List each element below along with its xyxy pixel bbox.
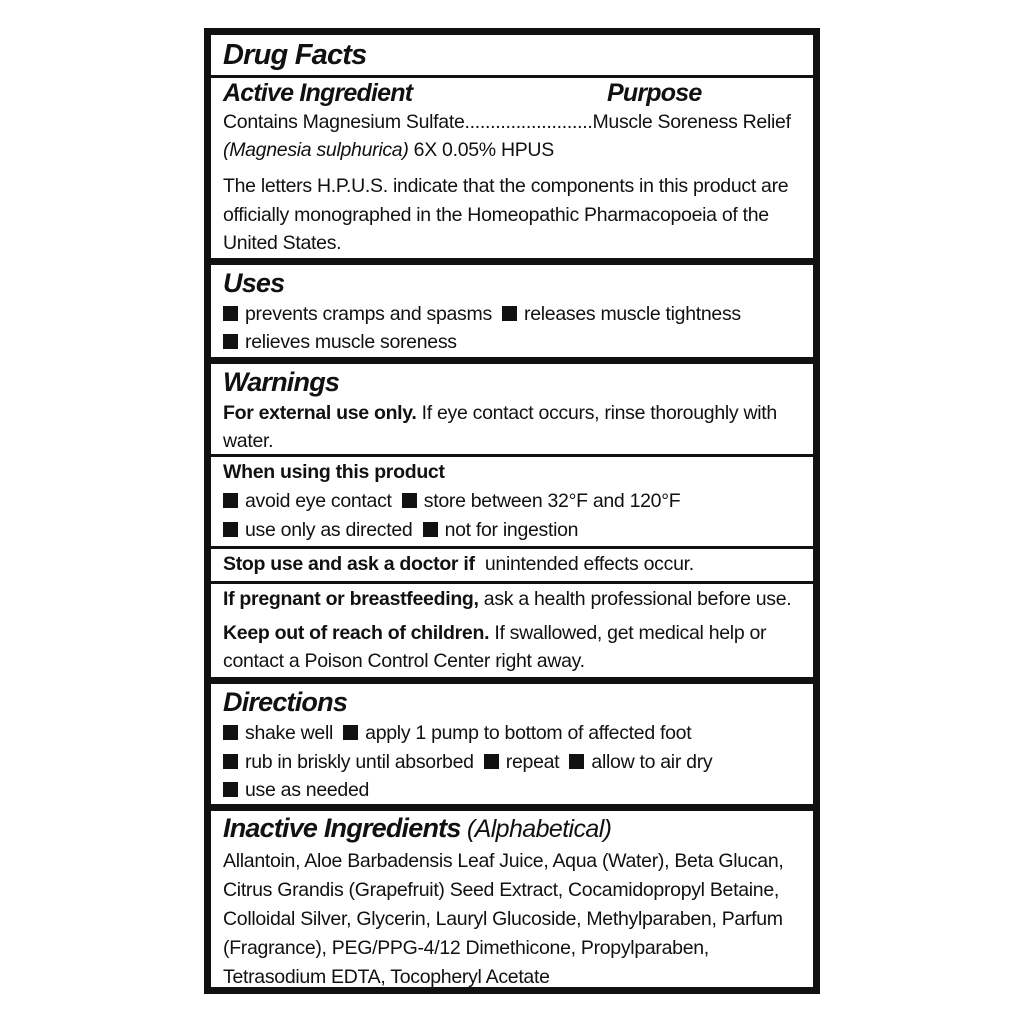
black-square-icon [423, 522, 438, 537]
children-text: If swallowed, get medical help or [489, 622, 767, 644]
children-line-2: contact a Poison Control Center right away. [223, 650, 585, 672]
black-square-icon [502, 306, 517, 321]
hpus-line-1: The letters H.P.U.S. indicate that the components in this product are [223, 175, 789, 197]
when-using-line-2 [223, 517, 807, 543]
when-using-heading: When using this product [223, 461, 445, 483]
uses-item: releases muscle tightness [524, 303, 741, 325]
uses-line-1 [223, 301, 807, 327]
ingredient-name: Contains Magnesium Sulfate [223, 111, 465, 133]
active-ingredient-heading: Active Ingredient [223, 79, 413, 107]
warnings-heading: Warnings [223, 367, 340, 397]
black-square-icon [223, 725, 238, 740]
pregnant-text: ask a health professional before use. [478, 588, 792, 610]
black-square-icon [223, 522, 238, 537]
inactive-line-5: Tetrasodium EDTA, Tocopheryl Acetate [223, 966, 550, 988]
uses-line-2 [223, 329, 807, 355]
drug-facts-panel [204, 28, 820, 994]
black-square-icon [343, 725, 358, 740]
black-square-icon [223, 782, 238, 797]
black-square-icon [223, 754, 238, 769]
inactive-ingredients-section [211, 804, 813, 987]
latin-name: (Magnesia sulphurica) [223, 139, 409, 161]
black-square-icon [223, 493, 238, 508]
directions-line-3 [223, 777, 807, 803]
ingredient-purpose: Muscle Soreness Relief [592, 111, 791, 133]
title-section [211, 35, 813, 75]
inactive-line-1: Allantoin, Aloe Barbadensis Leaf Juice, Aqua (Water), Beta Glucan, [223, 850, 784, 872]
hpus-line-3: United States. [223, 232, 342, 254]
inactive-line-2: Citrus Grandis (Grapefruit) Seed Extract, Cocamidopropyl Betaine, [223, 879, 779, 901]
inactive-line-4: (Fragrance), PEG/PPG-4/12 Dimethicone, Propylparaben, [223, 937, 709, 959]
black-square-icon [223, 334, 238, 349]
directions-line-1 [223, 720, 807, 746]
directions-section [211, 677, 813, 804]
directions-line-2 [223, 749, 807, 775]
when-using-item: avoid eye contact [245, 490, 392, 512]
children-line [223, 620, 807, 646]
inactive-heading: Inactive Ingredients [223, 813, 461, 843]
when-using-item: store between 32°F and 120°F [423, 490, 681, 512]
purpose-heading: Purpose [607, 79, 702, 107]
pregnant-bold: If pregnant or breastfeeding, [223, 588, 479, 610]
pregnant-line [223, 586, 807, 612]
hpus-line-2: officially monographed in the Homeopathic Pharmacopoeia of the [223, 204, 769, 226]
active-ingredient-section [211, 75, 813, 258]
page-title: Drug Facts [223, 39, 367, 71]
warnings-section [211, 357, 813, 454]
strength-line [223, 137, 807, 163]
when-using-line-1 [223, 488, 807, 514]
directions-item: allow to air dry [591, 751, 713, 773]
stop-use-bold: Stop use and ask a doctor if [223, 553, 475, 575]
inactive-subheading: (Alphabetical) [460, 815, 612, 843]
uses-section [211, 258, 813, 357]
black-square-icon [484, 754, 499, 769]
external-use-line-2: water. [223, 430, 274, 452]
directions-item: repeat [505, 751, 560, 773]
when-using-section [211, 454, 813, 546]
directions-item: use as needed [245, 779, 370, 801]
uses-item: prevents cramps and spasms [245, 303, 492, 325]
stop-use-section [211, 546, 813, 581]
strength-text: 6X 0.05% HPUS [408, 139, 554, 161]
inactive-line-3: Colloidal Silver, Glycerin, Lauryl Glucoside, Methylparaben, Parfum [223, 908, 783, 930]
inactive-heading-row [223, 813, 611, 844]
external-use-text: If eye contact occurs, rinse thoroughly with [416, 402, 777, 424]
directions-item: rub in briskly until absorbed [245, 751, 474, 773]
children-bold: Keep out of reach of children. [223, 622, 490, 644]
uses-heading: Uses [223, 268, 285, 298]
black-square-icon [402, 493, 417, 508]
ingredient-line [223, 109, 807, 135]
external-use-line [223, 400, 807, 426]
black-square-icon [569, 754, 584, 769]
uses-item: relieves muscle soreness [245, 331, 457, 353]
directions-item: apply 1 pump to bottom of affected foot [365, 722, 692, 744]
directions-item: shake well [245, 722, 334, 744]
when-using-item: use only as directed [245, 519, 413, 541]
directions-heading: Directions [223, 687, 348, 717]
stop-use-text: unintended effects occur. [474, 553, 694, 575]
pregnancy-section [211, 581, 813, 677]
black-square-icon [223, 306, 238, 321]
external-use-bold: For external use only. [223, 402, 417, 424]
stop-use-line [223, 551, 807, 577]
leader-dots: ......................... [464, 111, 593, 133]
when-using-item: not for ingestion [444, 519, 579, 541]
